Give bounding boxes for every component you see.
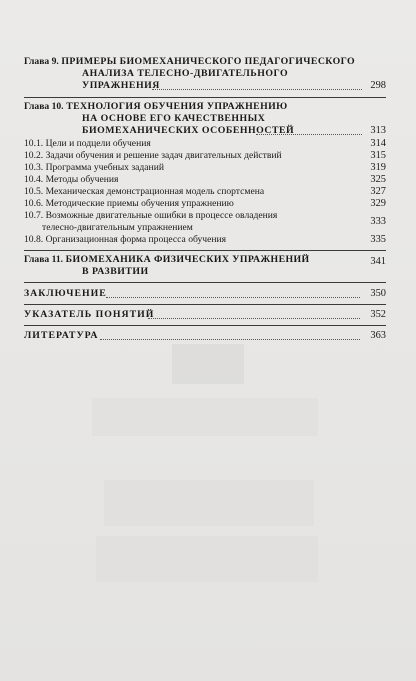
toc-entry-section-10-4[interactable] (24, 174, 386, 186)
toc-entry-section-10-3[interactable] (24, 162, 386, 174)
page-number: 313 (370, 125, 386, 136)
toc-entry-chapter-11[interactable] (24, 254, 386, 278)
section-label: 10.3. Программа учебных заданий (24, 162, 164, 173)
chapter-title-line-1: ТЕХНОЛОГИЯ ОБУЧЕНИЯ УПРАЖНЕНИЮ (66, 101, 288, 112)
section-label: 10.5. Механическая демонстрационная модель спортсмена (24, 186, 265, 197)
dot-leader (152, 89, 362, 90)
page-number: 315 (370, 150, 386, 161)
chapter-title-line-2: АНАЛИЗА ТЕЛЕСНО-ДВИГАТЕЛЬНОГО (82, 68, 289, 79)
page-number: 350 (370, 288, 386, 299)
toc-entry-chapter-10[interactable] (24, 101, 386, 137)
page-number: 363 (370, 330, 386, 341)
section-label: 10.6. Методические приемы обучения упражнению (24, 198, 234, 209)
toc-entry-conclusion[interactable] (24, 288, 386, 300)
section-label: 10.2. Задачи обучения и решение задач двигательных действий (24, 150, 282, 161)
chapter-prefix: Глава 10. (24, 101, 64, 112)
page-number: 341 (370, 256, 386, 267)
section-label-line-2: телесно-двигательным упражнением (42, 222, 193, 233)
page-number: 327 (370, 186, 386, 197)
toc-entry-literature[interactable] (24, 330, 386, 342)
dot-leader (256, 134, 362, 135)
show-through-text-block-3 (96, 536, 318, 582)
divider (24, 97, 386, 98)
divider (24, 282, 386, 283)
chapter-prefix: Глава 11. (24, 254, 64, 265)
dot-leader (148, 318, 360, 319)
entry-label: ЗАКЛЮЧЕНИЕ (24, 288, 107, 299)
show-through-text-block-1 (92, 398, 318, 436)
section-label: 10.8. Организационная форма процесса обучения (24, 234, 227, 245)
chapter-title-line-2: НА ОСНОВЕ ЕГО КАЧЕСТВЕННЫХ (82, 113, 266, 124)
entry-label: УКАЗАТЕЛЬ ПОНЯТИЙ (24, 309, 155, 320)
page-number: 335 (370, 234, 386, 245)
divider (24, 325, 386, 326)
show-through-stamp (172, 344, 244, 384)
toc-entry-section-10-6[interactable] (24, 198, 386, 210)
toc-entry-chapter-9[interactable] (24, 56, 386, 92)
toc-entry-section-10-7[interactable] (24, 210, 386, 234)
toc-entry-section-10-1[interactable] (24, 138, 386, 150)
page-number: 333 (370, 216, 386, 227)
show-through-text-block-2 (104, 480, 314, 526)
section-label: 10.1. Цели и подцели обучения (24, 138, 151, 149)
page-number: 314 (370, 138, 386, 149)
toc-entry-index[interactable] (24, 309, 386, 321)
page-number: 329 (370, 198, 386, 209)
chapter-title-line-1: ПРИМЕРЫ БИОМЕХАНИЧЕСКОГО ПЕДАГОГИЧЕСКОГО (61, 56, 355, 67)
page-number: 319 (370, 162, 386, 173)
page-number: 352 (370, 309, 386, 320)
divider (24, 304, 386, 305)
section-label: 10.4. Методы обучения (24, 174, 119, 185)
chapter-prefix: Глава 9. (24, 56, 59, 67)
chapter-title-line-3: УПРАЖНЕНИЯ (82, 80, 160, 91)
dot-leader (100, 339, 360, 340)
page-number: 298 (370, 80, 386, 91)
toc-entry-section-10-8[interactable] (24, 234, 386, 246)
chapter-title-line-3: БИОМЕХАНИЧЕСКИХ ОСОБЕННОСТЕЙ (82, 125, 295, 136)
toc-entry-section-10-2[interactable] (24, 150, 386, 162)
toc-entry-section-10-5[interactable] (24, 186, 386, 198)
entry-label: ЛИТЕРАТУРА (24, 330, 99, 341)
page-number: 325 (370, 174, 386, 185)
section-label: 10.7. Возможные двигательные ошибки в процессе овладения (24, 210, 278, 221)
dot-leader (106, 297, 360, 298)
chapter-title-line-2: В РАЗВИТИИ (82, 266, 149, 277)
chapter-title-line-1: БИОМЕХАНИКА ФИЗИЧЕСКИХ УПРАЖНЕНИЙ (65, 254, 310, 265)
divider (24, 250, 386, 251)
